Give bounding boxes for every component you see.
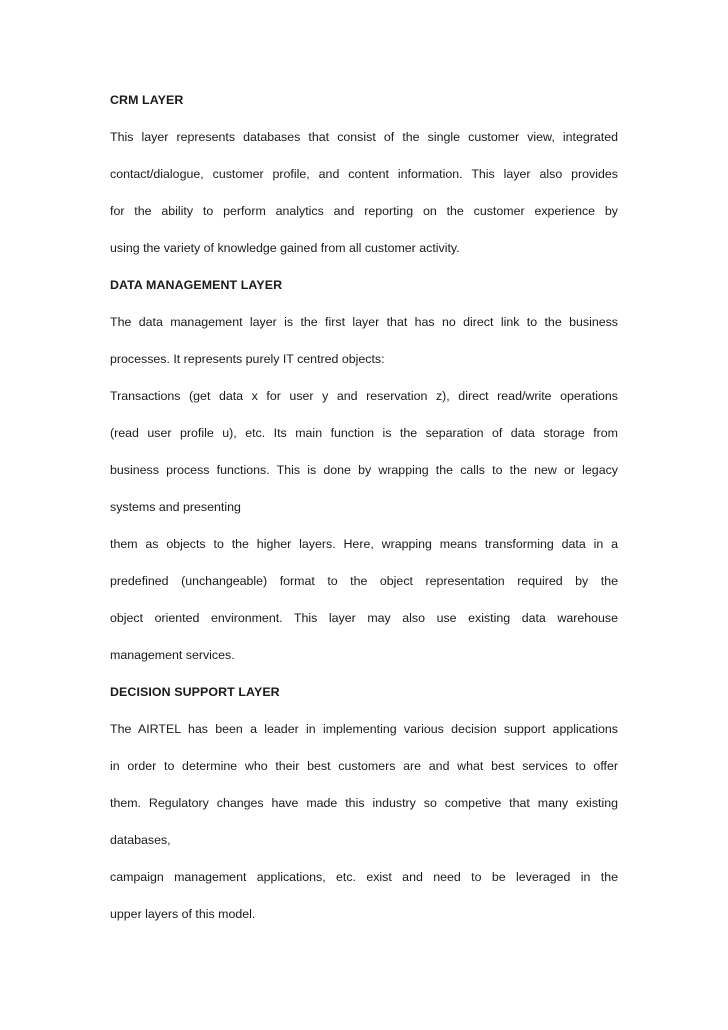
paragraph-line: them as objects to the higher layers. Here, wrapping means transforming data in a (110, 537, 618, 551)
paragraph-line: processes. It represents purely IT centred objects: (110, 352, 385, 366)
paragraph-line: in order to determine who their best customers are and what best services to offer (110, 759, 618, 773)
paragraph-line: The data management layer is the first layer that has no direct link to the business (110, 315, 618, 329)
paragraph-line: databases, (110, 833, 171, 847)
heading-decision-support-layer: DECISION SUPPORT LAYER (110, 685, 280, 699)
paragraph-line: them. Regulatory changes have made this industry so competive that many existing (110, 796, 618, 810)
paragraph-line: The AIRTEL has been a leader in implementing various decision support applications (110, 722, 618, 736)
paragraph-line: management services. (110, 648, 235, 662)
paragraph-line: systems and presenting (110, 500, 241, 514)
paragraph-line: using the variety of knowledge gained from all customer activity. (110, 241, 460, 255)
paragraph-line: campaign management applications, etc. exist and need to be leveraged in the (110, 870, 618, 884)
heading-data-management-layer: DATA MANAGEMENT LAYER (110, 278, 283, 292)
document-body (110, 90, 618, 941)
paragraph-line: Transactions (get data x for user y and reservation z), direct read/write operations (110, 389, 618, 403)
paragraph-line: predefined (unchangeable) format to the object representation required by the (110, 574, 618, 588)
paragraph-line: upper layers of this model. (110, 907, 256, 921)
paragraph-line: object oriented environment. This layer may also use existing data warehouse (110, 611, 618, 625)
paragraph-line: This layer represents databases that consist of the single customer view, integrated (110, 130, 618, 144)
paragraph-line: (read user profile u), etc. Its main function is the separation of data storage from (110, 426, 618, 440)
paragraph-line: contact/dialogue, customer profile, and content information. This layer also provides (110, 167, 618, 181)
paragraph-line: business process functions. This is done by wrapping the calls to the new or legacy (110, 463, 618, 477)
heading-crm-layer: CRM LAYER (110, 93, 184, 107)
paragraph-line: for the ability to perform analytics and reporting on the customer experience by (110, 204, 618, 218)
